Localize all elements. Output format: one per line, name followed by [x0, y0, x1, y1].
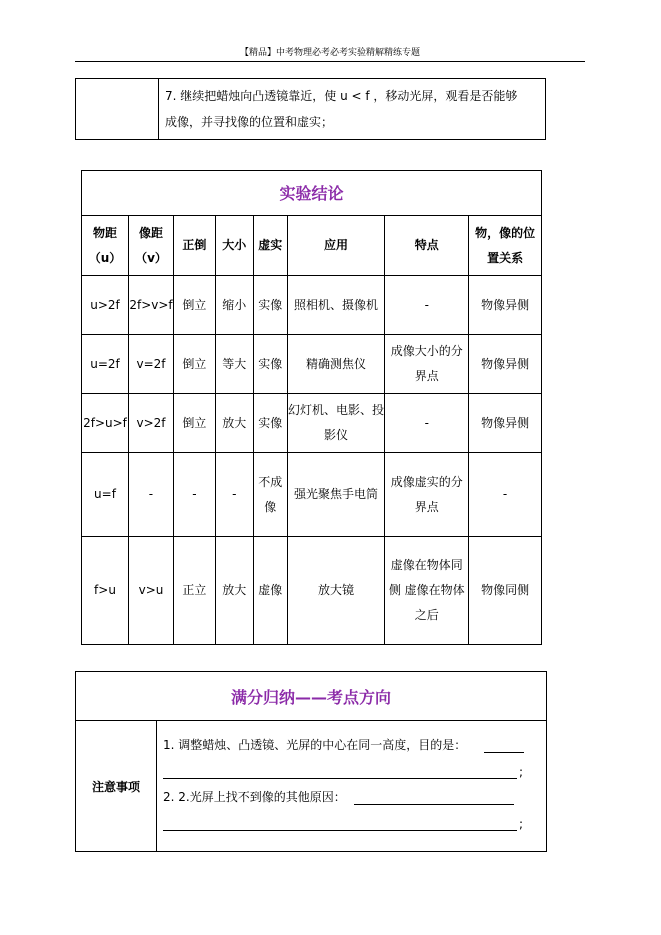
table-cell: -	[215, 453, 253, 537]
table-cell: 虚像	[253, 537, 287, 645]
table-cell: -	[128, 453, 173, 537]
table-cell: 实像	[253, 335, 287, 394]
header-image-distance: 像距（v）	[128, 216, 173, 276]
table-cell: 缩小	[215, 276, 253, 335]
header-application: 应用	[287, 216, 385, 276]
header-orientation: 正倒	[173, 216, 215, 276]
header-rule	[75, 61, 585, 62]
table-cell: f>u	[82, 537, 129, 645]
table-cell: 虚像在物体同侧 虚像在物体之后	[385, 537, 469, 645]
table-row	[82, 453, 542, 537]
header-real-virtual: 虚实	[253, 216, 287, 276]
page-header: 【精品】中考物理必考必考实验精解精练专题	[239, 48, 420, 58]
answer-blank[interactable]	[163, 816, 517, 831]
note-item-2: 2. 2.光屏上找不到像的其他原因：	[163, 790, 346, 804]
summary-table	[75, 671, 547, 852]
table-cell: 实像	[253, 276, 287, 335]
table-cell: 倒立	[173, 394, 215, 453]
step-table	[75, 78, 546, 140]
table-cell: -	[173, 453, 215, 537]
step-7-line1: 7. 继续把蜡烛向凸透镜靠近，使 u < f ，移动光屏，观看是否能够	[165, 89, 518, 103]
header-object-distance: 物距（u）	[82, 216, 129, 276]
table-cell: 照相机、摄像机	[287, 276, 385, 335]
table-cell: 成像虚实的分界点	[385, 453, 469, 537]
table-cell: 物像异侧	[469, 394, 542, 453]
step-7-line2: 成像，并寻找像的位置和虚实；	[165, 115, 334, 129]
table-cell: 放大镜	[287, 537, 385, 645]
table-cell: 倒立	[173, 335, 215, 394]
table-cell: v=2f	[128, 335, 173, 394]
table-cell: 2f>v>f	[128, 276, 173, 335]
answer-blank[interactable]	[163, 764, 517, 779]
table-cell: 实像	[253, 394, 287, 453]
table-cell: v>2f	[128, 394, 173, 453]
table-cell: 倒立	[173, 276, 215, 335]
conclusion-title: 实验结论	[82, 171, 542, 216]
table-cell: 物像异侧	[469, 276, 542, 335]
header-position-relation: 物，像的位置关系	[469, 216, 542, 276]
header-size: 大小	[215, 216, 253, 276]
notes-label: 注意事项	[76, 721, 157, 852]
table-cell: 精确测焦仪	[287, 335, 385, 394]
header-feature: 特点	[385, 216, 469, 276]
step-table-empty-cell	[76, 79, 159, 140]
notes-content	[157, 721, 547, 852]
table-cell: u=2f	[82, 335, 129, 394]
table-cell: u>2f	[82, 276, 129, 335]
table-cell: 正立	[173, 537, 215, 645]
table-cell: u=f	[82, 453, 129, 537]
table-cell: 放大	[215, 394, 253, 453]
table-cell: 物像同侧	[469, 537, 542, 645]
answer-blank[interactable]	[484, 738, 524, 753]
table-cell: -	[385, 394, 469, 453]
table-row	[82, 394, 542, 453]
conclusion-table	[81, 170, 542, 645]
semicolon: ;	[519, 817, 524, 831]
table-cell: 成像大小的分界点	[385, 335, 469, 394]
table-cell: -	[469, 453, 542, 537]
table-cell: -	[385, 276, 469, 335]
table-cell: 2f>u>f	[82, 394, 129, 453]
table-cell: v>u	[128, 537, 173, 645]
step-7-cell	[159, 79, 546, 140]
table-cell: 强光聚焦手电筒	[287, 453, 385, 537]
answer-blank[interactable]	[354, 790, 514, 805]
table-cell: 幻灯机、电影、投影仪	[287, 394, 385, 453]
note-item-1: 1. 调整蜡烛、凸透镜、光屏的中心在同一高度，目的是：	[163, 738, 467, 752]
summary-title: 满分归纳——考点方向	[76, 672, 547, 721]
table-row	[82, 335, 542, 394]
table-row	[82, 537, 542, 645]
table-row	[82, 276, 542, 335]
semicolon: ;	[519, 765, 524, 779]
table-cell: 不成像	[253, 453, 287, 537]
table-cell: 放大	[215, 537, 253, 645]
table-cell: 等大	[215, 335, 253, 394]
table-cell: 物像异侧	[469, 335, 542, 394]
